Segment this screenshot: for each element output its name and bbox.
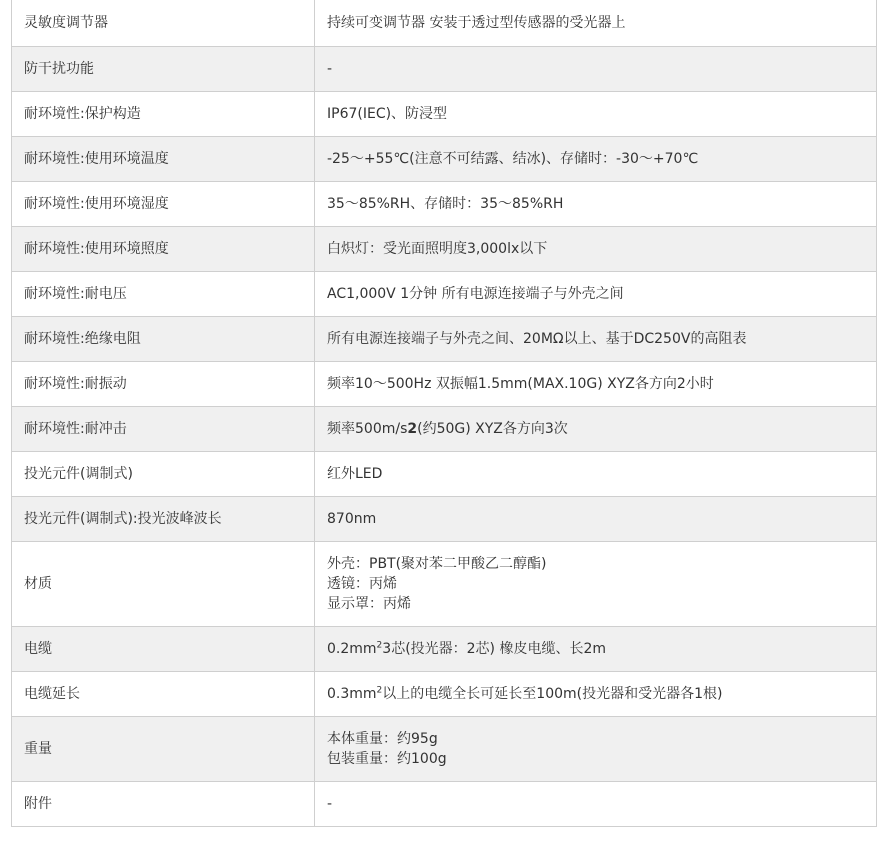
row-value: 白炽灯：受光面照明度3,000lx以下 xyxy=(315,227,877,272)
table-row xyxy=(12,92,877,137)
row-key: 灵敏度调节器 xyxy=(12,0,315,47)
row-value xyxy=(315,672,877,717)
row-key: 耐环境性:使用环境湿度 xyxy=(12,182,315,227)
table-row xyxy=(12,272,877,317)
value-text: (约50G) XYZ各方向3次 xyxy=(417,421,568,437)
table-row xyxy=(12,782,877,827)
row-key: 耐环境性:耐冲击 xyxy=(12,407,315,452)
row-key: 耐环境性:耐振动 xyxy=(12,362,315,407)
value-line: 透镜：丙烯 xyxy=(327,576,397,592)
row-value xyxy=(315,717,877,782)
value-bold: 2 xyxy=(407,421,418,437)
value-text: 0.3mm xyxy=(327,686,377,702)
table-row xyxy=(12,542,877,627)
row-key: 耐环境性:使用环境照度 xyxy=(12,227,315,272)
table-row xyxy=(12,362,877,407)
row-key: 防干扰功能 xyxy=(12,47,315,92)
table-row xyxy=(12,227,877,272)
value-text: 3芯(投光器：2芯) 橡皮电缆、长2m xyxy=(382,641,607,657)
value-line: 本体重量：约95g xyxy=(327,731,438,747)
row-value: 频率10～500Hz 双振幅1.5mm(MAX.10G) XYZ各方向2小时 xyxy=(315,362,877,407)
table-row xyxy=(12,47,877,92)
superscript: 2 xyxy=(376,640,383,651)
table-row xyxy=(12,627,877,672)
value-text: 频率500m/s xyxy=(327,421,408,437)
row-key: 耐环境性:绝缘电阻 xyxy=(12,317,315,362)
table-row xyxy=(12,317,877,362)
row-key: 附件 xyxy=(12,782,315,827)
row-value: 持续可变调节器 安装于透过型传感器的受光器上 xyxy=(315,0,877,47)
value-line: 显示罩：丙烯 xyxy=(327,596,411,612)
row-key: 耐环境性:耐电压 xyxy=(12,272,315,317)
row-value: -25～+55℃(注意不可结露、结冰)、存储时：-30～+70℃ xyxy=(315,137,877,182)
row-key: 投光元件(调制式) xyxy=(12,452,315,497)
table-row xyxy=(12,182,877,227)
row-key: 材质 xyxy=(12,542,315,627)
value-line: 外壳：PBT(聚对苯二甲酸乙二醇酯) xyxy=(327,556,547,572)
superscript: 2 xyxy=(376,685,383,696)
value-line: 包装重量：约100g xyxy=(327,751,447,767)
row-value: 红外LED xyxy=(315,452,877,497)
value-text: 以上的电缆全长可延长至100m(投光器和受光器各1根) xyxy=(382,686,723,702)
row-key: 耐环境性:保护构造 xyxy=(12,92,315,137)
row-value: - xyxy=(315,47,877,92)
row-value: AC1,000V 1分钟 所有电源连接端子与外壳之间 xyxy=(315,272,877,317)
row-value xyxy=(315,542,877,627)
table-row xyxy=(12,0,877,47)
table-row xyxy=(12,452,877,497)
row-key: 耐环境性:使用环境温度 xyxy=(12,137,315,182)
row-key: 重量 xyxy=(12,717,315,782)
row-value: 35～85%RH、存储时：35～85%RH xyxy=(315,182,877,227)
table-row xyxy=(12,672,877,717)
row-key: 电缆延长 xyxy=(12,672,315,717)
row-key: 电缆 xyxy=(12,627,315,672)
row-key: 投光元件(调制式):投光波峰波长 xyxy=(12,497,315,542)
table-row xyxy=(12,717,877,782)
spec-table xyxy=(11,0,877,827)
table-row xyxy=(12,137,877,182)
row-value xyxy=(315,407,877,452)
table-row xyxy=(12,407,877,452)
row-value xyxy=(315,627,877,672)
row-value: - xyxy=(315,782,877,827)
row-value: IP67(IEC)、防浸型 xyxy=(315,92,877,137)
value-text: 0.2mm xyxy=(327,641,377,657)
row-value: 所有电源连接端子与外壳之间、20MΩ以上、基于DC250V的高阻表 xyxy=(315,317,877,362)
row-value: 870nm xyxy=(315,497,877,542)
table-row xyxy=(12,497,877,542)
